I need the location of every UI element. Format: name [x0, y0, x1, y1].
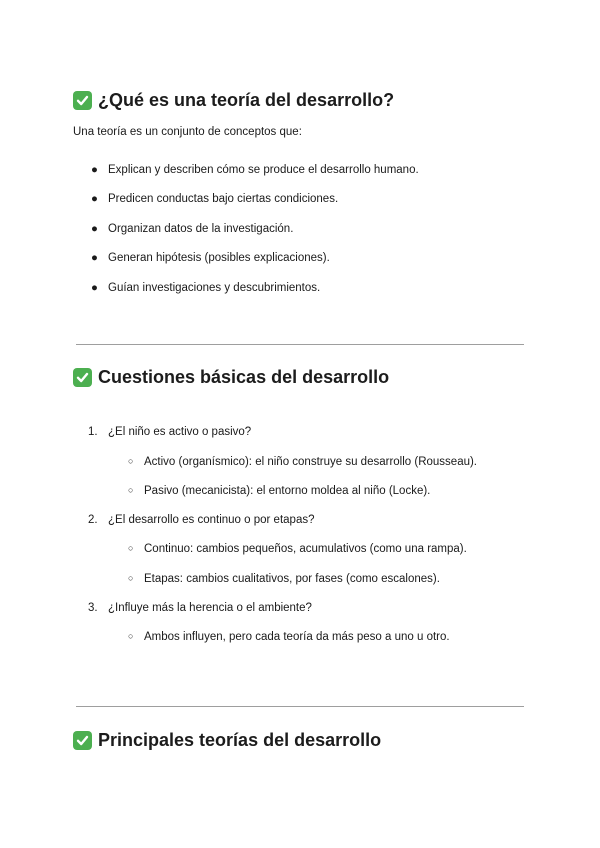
- circle-bullet-icon: ○: [128, 631, 134, 641]
- section-title: Principales teorías del desarrollo: [98, 730, 382, 750]
- sub-list-item: ○ Ambos influyen, pero cada teoría da más peso a uno u otro.: [128, 631, 450, 643]
- sub-list-item: ○ Activo (organísmico): el niño construye su desarrollo (Rousseau).: [128, 456, 478, 468]
- bullet-icon: ●: [91, 193, 98, 205]
- question-item: 3. ¿Influye más la herencia o el ambiente?: [88, 602, 312, 614]
- question-item: 1. ¿El niño es activo o pasivo?: [88, 426, 252, 438]
- check-mark-icon: [73, 91, 92, 110]
- check-mark-icon: [73, 368, 92, 387]
- list-item: ● Guían investigaciones y descubrimientos.: [91, 282, 321, 294]
- question-item: 2. ¿El desarrollo es continuo o por etapas?: [88, 514, 315, 526]
- list-item: ● Organizan datos de la investigación.: [91, 223, 294, 235]
- circle-bullet-icon: ○: [128, 485, 134, 495]
- list-item: ● Explican y describen cómo se produce el desarrollo humano.: [91, 164, 419, 176]
- section-heading-theory: [73, 90, 394, 111]
- section-divider: [76, 706, 524, 707]
- intro-text: Una teoría es un conjunto de conceptos que:: [73, 126, 302, 138]
- section-title: Cuestiones básicas del desarrollo: [98, 367, 390, 387]
- sub-list-item: ○ Pasivo (mecanicista): el entorno moldea al niño (Locke).: [128, 485, 431, 497]
- circle-bullet-icon: ○: [128, 456, 134, 466]
- bullet-icon: ●: [91, 252, 98, 264]
- section-heading-theories: [73, 730, 381, 751]
- circle-bullet-icon: ○: [128, 573, 134, 583]
- section-title: ¿Qué es una teoría del desarrollo?: [98, 90, 395, 110]
- section-heading-questions: [73, 367, 389, 388]
- bullet-icon: ●: [91, 223, 98, 235]
- check-mark-icon: [73, 731, 92, 750]
- circle-bullet-icon: ○: [128, 543, 134, 553]
- sub-list-item: ○ Etapas: cambios cualitativos, por fases (como escalones).: [128, 573, 440, 585]
- list-item: ● Generan hipótesis (posibles explicaciones).: [91, 252, 330, 264]
- bullet-icon: ●: [91, 282, 98, 294]
- section-divider: [76, 344, 524, 345]
- bullet-icon: ●: [91, 164, 98, 176]
- sub-list-item: ○ Continuo: cambios pequeños, acumulativos (como una rampa).: [128, 543, 467, 555]
- list-item: ● Predicen conductas bajo ciertas condiciones.: [91, 193, 339, 205]
